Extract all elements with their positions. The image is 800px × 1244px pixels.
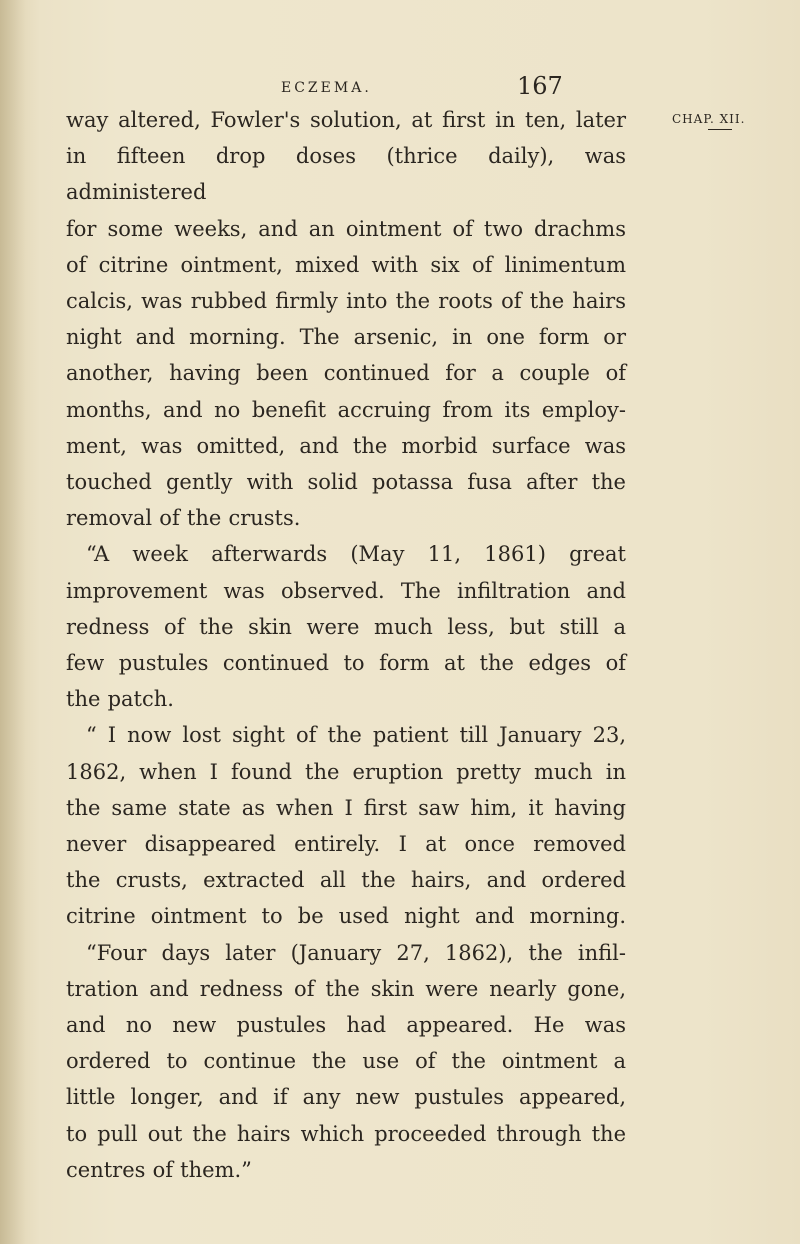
text-line: touched gently with solid potassa fusa after the <box>66 470 626 495</box>
page-number: 167 <box>517 72 563 100</box>
text-line: 1862, when I found the eruption pretty much in <box>66 759 626 784</box>
chapter-marker <box>672 112 745 126</box>
text-line: way altered, Fowler's solution, at first in ten, later <box>66 108 626 132</box>
text-line: “ I now lost sight of the patient till January 23, <box>86 723 626 748</box>
text-line: the patch. <box>66 687 174 712</box>
text-line: another, having been continued for a couple of <box>66 361 626 386</box>
text-line: removal of the crusts. <box>66 506 301 531</box>
running-head-title: ECZEMA. <box>281 80 372 96</box>
text-line: to pull out the hairs which proceeded through the <box>66 1121 626 1146</box>
text-line: for some weeks, and an ointment of two drachms <box>66 216 626 241</box>
text-line: night and morning. The arsenic, in one form or <box>66 325 626 350</box>
text-line: few pustules continued to form at the edges of <box>66 651 626 676</box>
text-line: citrine ointment to be used night and morning. <box>66 904 626 929</box>
body-text <box>66 102 626 1188</box>
text-line: centres of them.” <box>66 1157 252 1182</box>
chapter-marker-text: CHAP. XII. <box>672 112 746 126</box>
text-line: in fifteen drop doses (thrice daily), was administered <box>66 144 626 205</box>
text-line: “A week afterwards (May 11, 1861) great <box>86 542 626 567</box>
text-line: “Four days later (January 27, 1862), the infil- <box>86 940 626 965</box>
text-line: never disappeared entirely. I at once removed <box>66 832 626 857</box>
text-line: the crusts, extracted all the hairs, and ordered <box>66 868 626 893</box>
text-line: and no new pustules had appeared. He was <box>66 1013 626 1038</box>
text-line: little longer, and if any new pustules appeared, <box>66 1085 626 1110</box>
text-line: ment, was omitted, and the morbid surface was <box>66 433 626 458</box>
text-line: redness of the skin were much less, but still a <box>66 614 626 639</box>
text-line: ordered to continue the use of the ointment a <box>66 1049 626 1074</box>
text-line: calcis, was rubbed firmly into the roots of the hairs <box>66 289 626 314</box>
text-line: the same state as when I first saw him, it having <box>66 795 626 820</box>
chapter-marker-rule <box>708 129 732 130</box>
running-head <box>0 72 800 102</box>
text-line: months, and no benefit accruing from its employ- <box>66 397 626 422</box>
spine-shadow <box>0 0 26 1244</box>
text-line: tration and redness of the skin were nearly gone, <box>66 976 626 1001</box>
text-line: improvement was observed. The infiltration and <box>66 578 626 603</box>
text-line: of citrine ointment, mixed with six of linimentum <box>66 252 626 277</box>
